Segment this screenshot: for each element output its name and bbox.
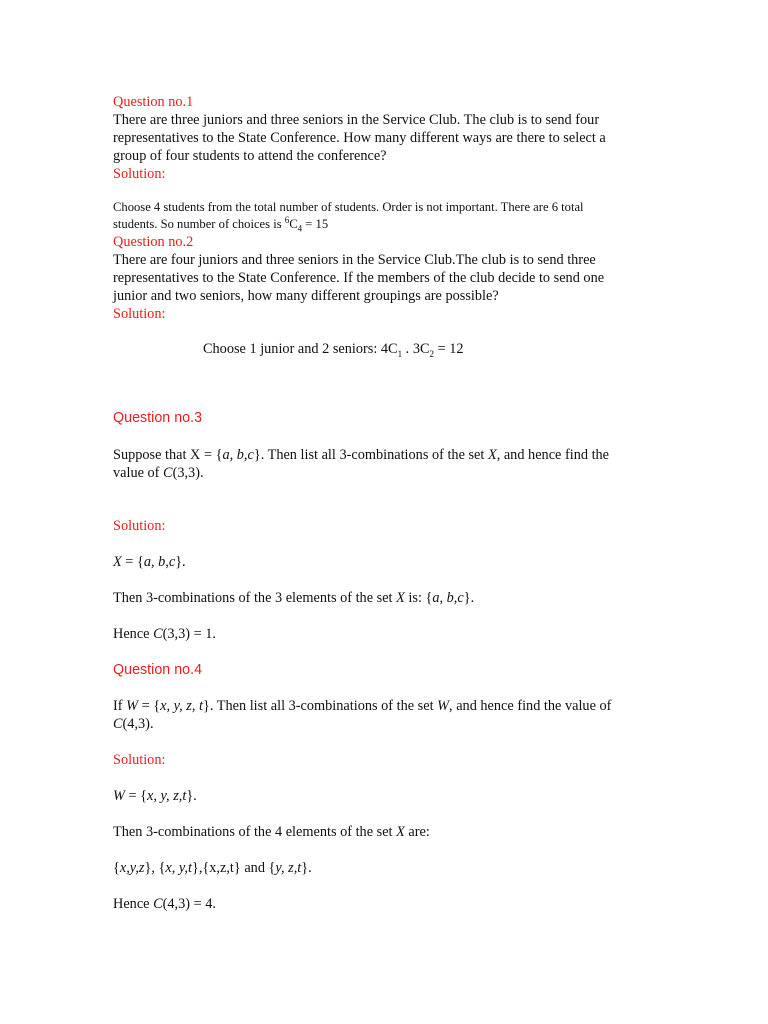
question-4-combinations-intro: Then 3-combinations of the 4 elements of the set X are: bbox=[113, 824, 430, 840]
question-3-heading: Question no.3 bbox=[113, 410, 203, 426]
question-4-set-definition: W = {x, y, z,t}. bbox=[113, 788, 197, 804]
question-2-line-2: representatives to the State Conference. If the members of the club decide to send one bbox=[113, 270, 605, 286]
question-1-solution-line-1: Choose 4 students from the total number of students. Order is not important. There are 6 total bbox=[113, 200, 584, 214]
question-3-set-definition: X = {a, b,c}. bbox=[113, 554, 186, 570]
question-1-line-2: representatives to the State Conference. How many different ways are there to select a bbox=[113, 130, 606, 146]
question-4-combinations-list: {x,y,z}, {x, y,t},{x,z,t} and {y, z,t}. bbox=[113, 860, 312, 876]
question-3-combinations: Then 3-combinations of the 3 elements of the set X is: {a, b,c}. bbox=[113, 590, 475, 606]
question-4-line-2: C(4,3). bbox=[113, 716, 154, 732]
question-2-solution-label: Solution: bbox=[113, 306, 166, 322]
question-4-solution-label: Solution: bbox=[113, 752, 166, 768]
question-4-line-1: If W = {x, y, z, t}. Then list all 3-combinations of the set W, and hence find the value of bbox=[113, 698, 612, 714]
question-3-line-1: Suppose that X = {a, b,c}. Then list all 3-combinations of the set X, and hence find the bbox=[113, 447, 610, 463]
question-3-answer: Hence C(3,3) = 1. bbox=[113, 626, 216, 642]
question-1-heading: Question no.1 bbox=[113, 94, 194, 110]
question-1-line-1: There are three juniors and three seniors in the Service Club. The club is to send four bbox=[113, 112, 600, 128]
question-4-answer: Hence C(4,3) = 4. bbox=[113, 896, 216, 912]
question-1-solution-line-2: students. So number of choices is $^6C_4 = 15$ bbox=[113, 214, 329, 234]
question-1-solution-label: Solution: bbox=[113, 166, 166, 182]
question-1-line-3: group of four students to attend the conference? bbox=[113, 148, 387, 164]
question-2-heading: Question no.2 bbox=[113, 234, 194, 250]
question-2-solution: Choose 1 junior and 2 seniors: $4C_1$ . $3C_2 = 12$ bbox=[203, 341, 464, 359]
question-2-line-3: junior and two seniors, how many different groupings are possible? bbox=[113, 288, 499, 304]
question-2-line-1: There are four juniors and three seniors in the Service Club.The club is to send three bbox=[113, 252, 596, 268]
question-4-heading: Question no.4 bbox=[113, 662, 203, 678]
question-3-solution-label: Solution: bbox=[113, 518, 166, 534]
question-3-line-2: value of C(3,3). bbox=[113, 465, 204, 481]
